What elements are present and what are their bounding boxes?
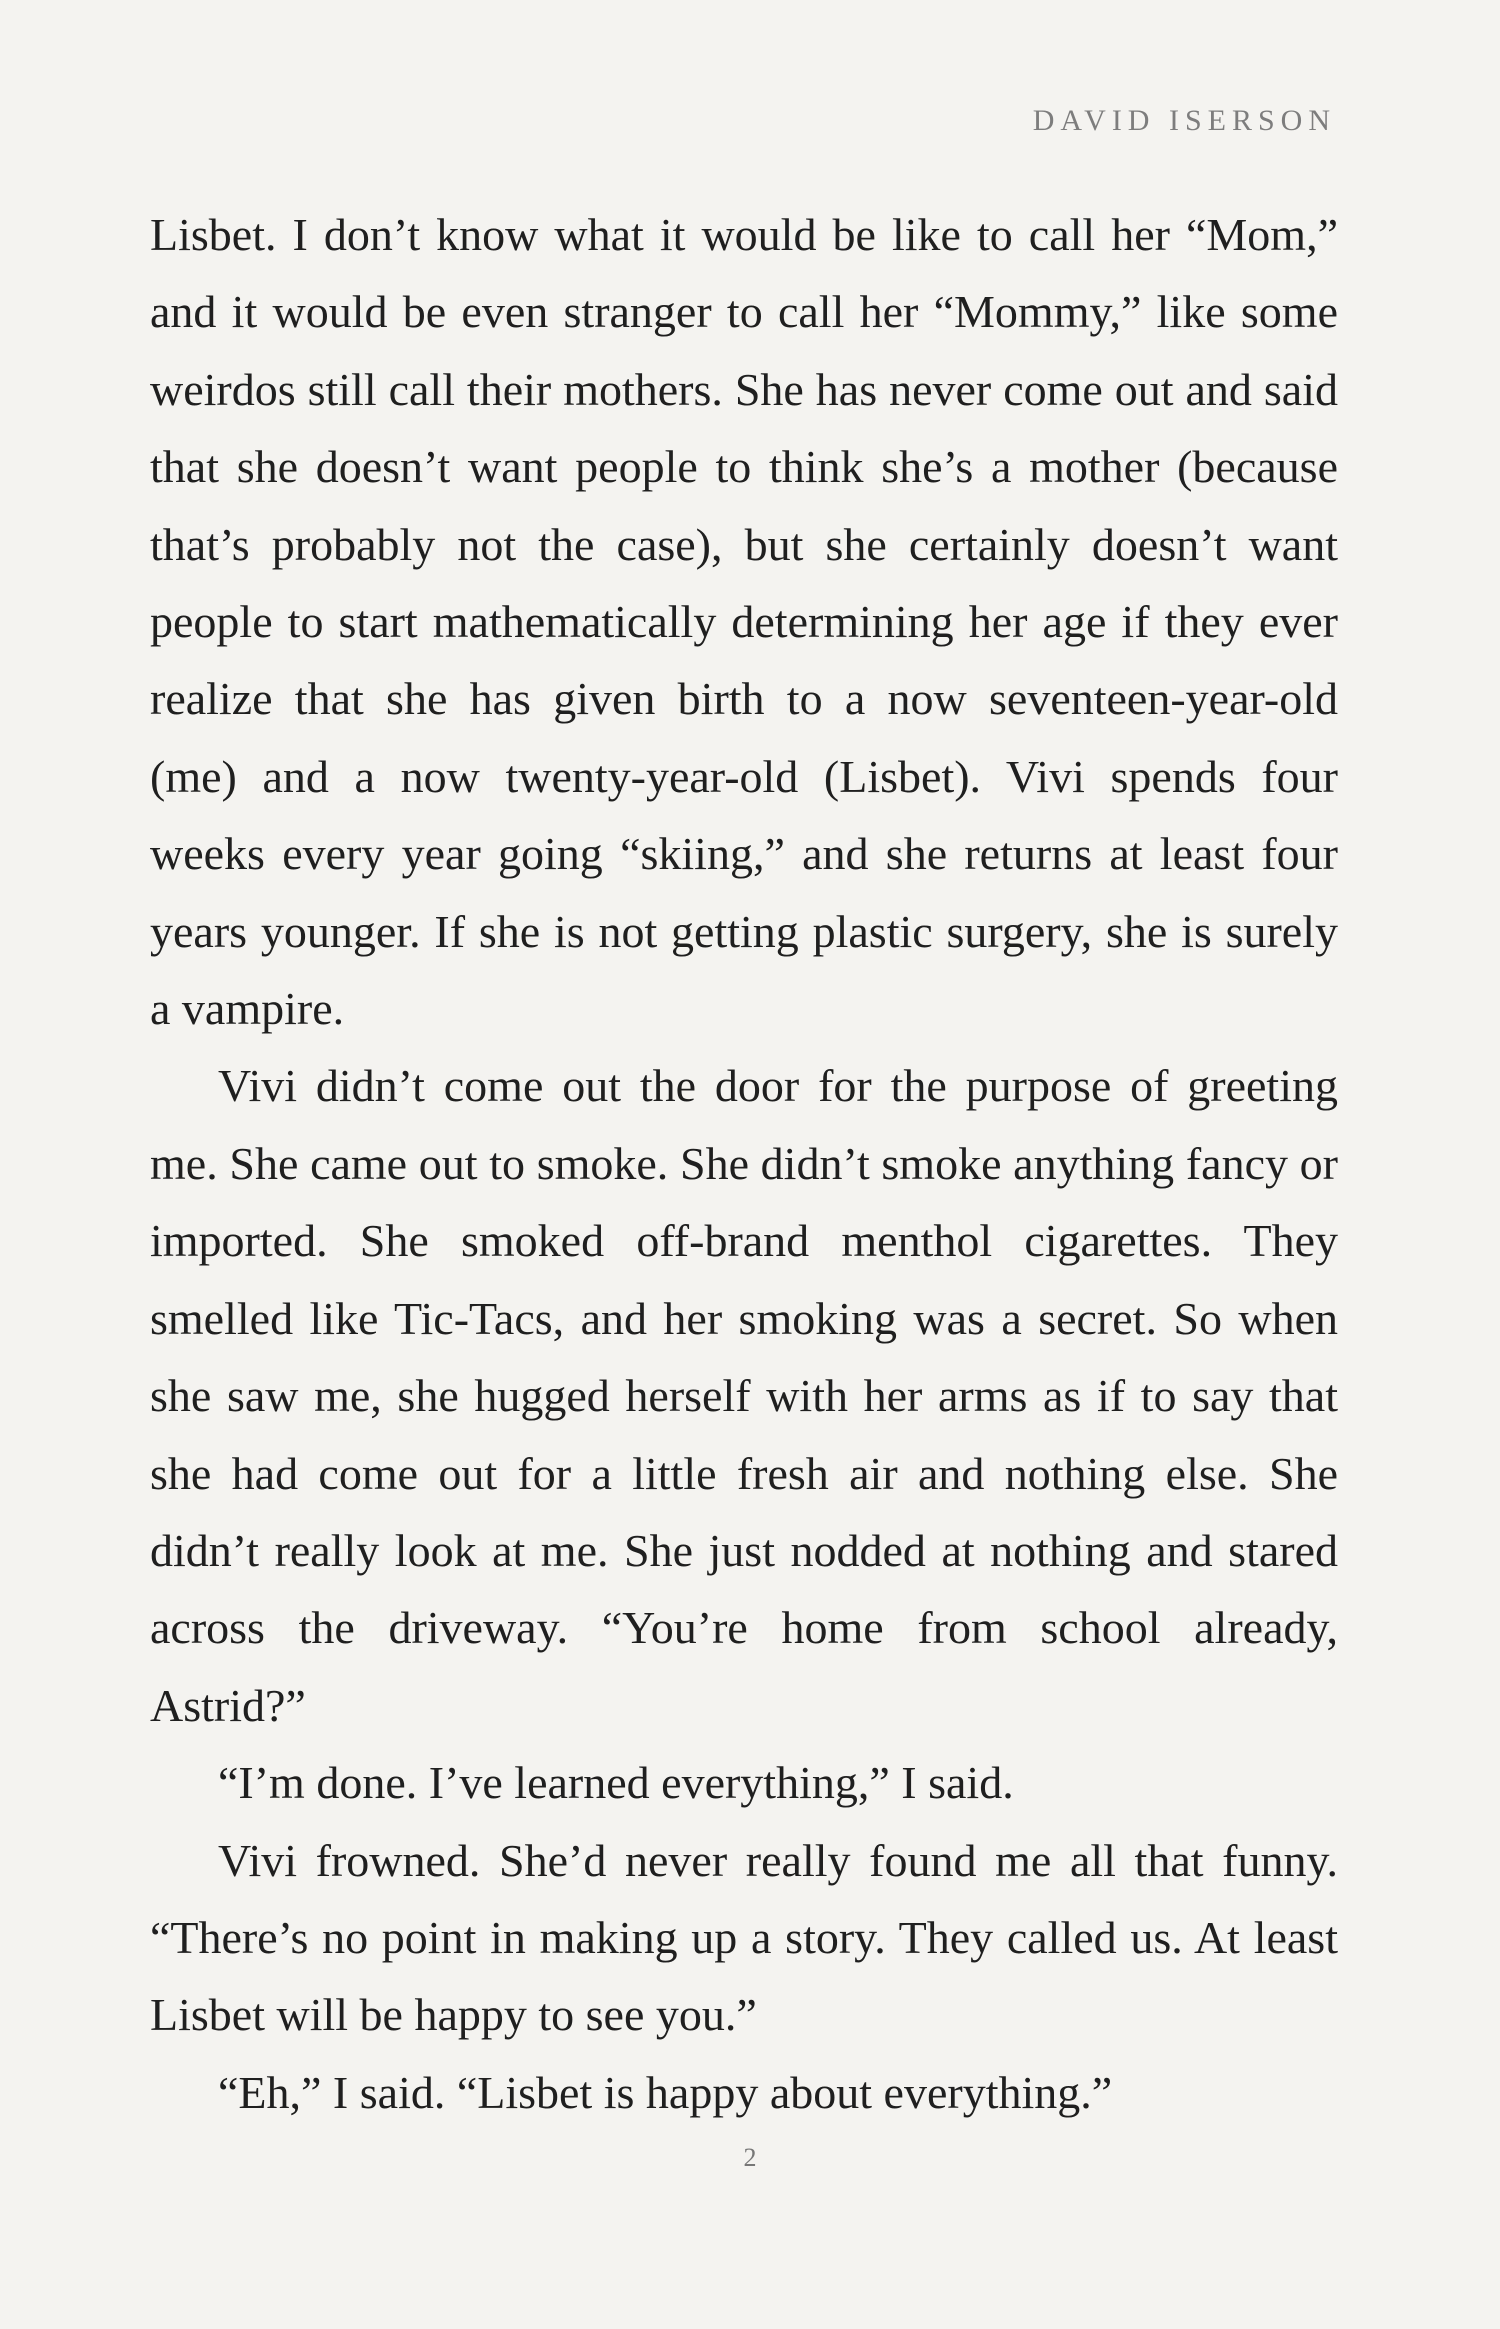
paragraph-3: “I’m done. I’ve learned everything,” I said. xyxy=(218,1757,1014,1809)
paragraph-1: Lisbet. I don’t know what it would be like to call her “Mom,” and it would be even stranger to call her “Mommy,” like some weirdos still call their mothers. She has never come out and said that she doesn’t want people to think she’s a mother (because that’s probably not the case), but she certainly doesn’t want people to start mathematically determining her age if they ever realize that she has given birth to a now seventeen-year-old (me) and a now twenty-year-old (Lisbet). Vivi spends four weeks every year going “skiing,” and she returns at least four years younger. If she is not getting plastic surgery, she is surely a vampire. xyxy=(150,209,1338,1035)
running-head: DAVID ISERSON xyxy=(1032,104,1336,137)
paragraph-4: Vivi frowned. She’d never really found me all that funny. “There’s no point in making up a story. They called us. At least Lisbet will be happy to see you.” xyxy=(150,1834,1338,2041)
body-text xyxy=(150,196,1338,2131)
page-number: 2 xyxy=(743,2143,757,2172)
paragraph-5: “Eh,” I said. “Lisbet is happy about everything.” xyxy=(218,2066,1113,2118)
paragraph-2: Vivi didn’t come out the door for the purpose of greeting me. She came out to smoke. She didn’t smoke anything fancy or imported. She smoked off-brand menthol cigarettes. They smelled like Tic-Tacs, and her smoking was a secret. So when she saw me, she hugged herself with her arms as if to say that she had come out for a little fresh air and nothing else. She didn’t really look at me. She just nodded at nothing and stared across the driveway. “You’re home from school already, Astrid?” xyxy=(150,1060,1338,1731)
